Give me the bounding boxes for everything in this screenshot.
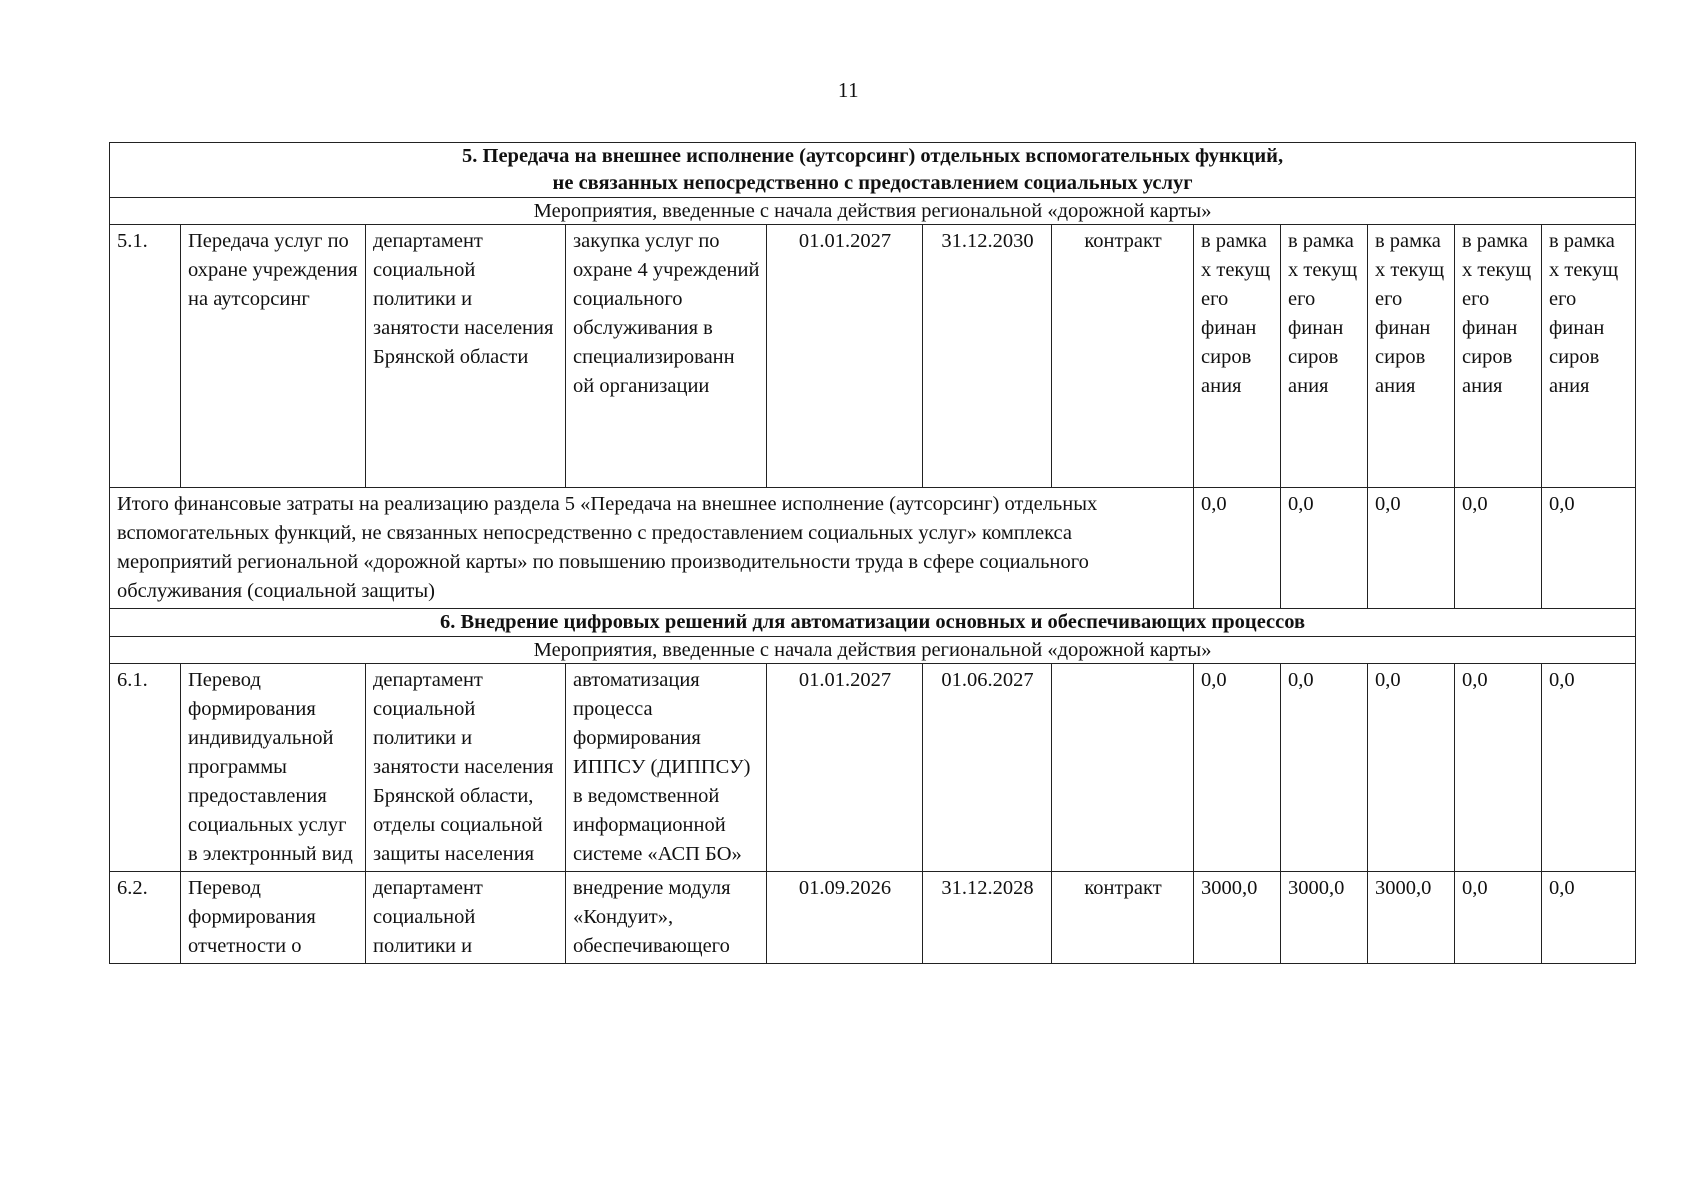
section5-total-row	[110, 488, 1636, 609]
funding-cell: в рамка х текущ его финан сиров ания	[1455, 225, 1542, 488]
section6-subtitle: Мероприятия, введенные с начала действия региональной «дорожной карты»	[110, 637, 1636, 664]
measure-name: Передача услуг по охране учреждения на аутсорсинг	[181, 225, 366, 488]
start-date: 01.01.2027	[767, 664, 923, 872]
total-value: 0,0	[1368, 488, 1455, 609]
document-type	[1052, 664, 1194, 872]
row-number: 6.2.	[110, 872, 181, 964]
funding-cell: 0,0	[1542, 872, 1636, 964]
funding-cell: в рамка х текущ его финан сиров ания	[1281, 225, 1368, 488]
funding-cell: 0,0	[1368, 664, 1455, 872]
section6-header-row	[110, 609, 1636, 637]
section6-subheader-row	[110, 637, 1636, 664]
table-row	[110, 872, 1636, 964]
funding-cell: 3000,0	[1194, 872, 1281, 964]
total-value: 0,0	[1194, 488, 1281, 609]
page-number: 11	[837, 78, 860, 102]
roadmap-table	[109, 142, 1636, 964]
expected-result: закупка услуг по охране 4 учреждений социального обслуживания в специализированн ой организации	[566, 225, 767, 488]
total-value: 0,0	[1455, 488, 1542, 609]
funding-cell: 0,0	[1542, 664, 1636, 872]
funding-cell: 0,0	[1455, 664, 1542, 872]
executor: департамент социальной политики и	[366, 872, 566, 964]
funding-cell: 0,0	[1281, 664, 1368, 872]
funding-cell: 3000,0	[1281, 872, 1368, 964]
table-row	[110, 225, 1636, 488]
funding-cell: в рамка х текущ его финан сиров ания	[1194, 225, 1281, 488]
table-row	[110, 664, 1636, 872]
total-value: 0,0	[1542, 488, 1636, 609]
section5-subtitle: Мероприятия, введенные с начала действия региональной «дорожной карты»	[110, 198, 1636, 225]
total-label: Итого финансовые затраты на реализацию раздела 5 «Передача на внешнее исполнение (аутсорсинг) отдельных вспомогательных функций, не связанных непосредственно с предоставлением социальных услуг» комплекса мероприятий региональной «дорожной карты» по повышению производительности труда в сфере социального обслуживания (социальной защиты)	[110, 488, 1194, 609]
funding-cell: 0,0	[1194, 664, 1281, 872]
section5-title-line2: не связанных непосредственно с предоставлением социальных услуг	[552, 172, 1193, 194]
total-value: 0,0	[1281, 488, 1368, 609]
document-type: контракт	[1052, 872, 1194, 964]
row-number: 6.1.	[110, 664, 181, 872]
executor: департамент социальной политики и занятости населения Брянской области, отделы социальной защиты населения	[366, 664, 566, 872]
row-number: 5.1.	[110, 225, 181, 488]
document-type: контракт	[1052, 225, 1194, 488]
section5-title	[110, 143, 1636, 198]
section5-header-row	[110, 143, 1636, 198]
end-date: 01.06.2027	[923, 664, 1052, 872]
expected-result: автоматизация процесса формирования ИППСУ (ДИППСУ) в ведомственной информационной системе «АСП БО»	[566, 664, 767, 872]
section6-title: 6. Внедрение цифровых решений для автоматизации основных и обеспечивающих процессов	[110, 609, 1636, 637]
funding-cell: 3000,0	[1368, 872, 1455, 964]
end-date: 31.12.2028	[923, 872, 1052, 964]
section5-subheader-row	[110, 198, 1636, 225]
expected-result: внедрение модуля «Кондуит», обеспечивающего	[566, 872, 767, 964]
end-date: 31.12.2030	[923, 225, 1052, 488]
measure-name: Перевод формирования индивидуальной программы предоставления социальных услуг в электронный вид	[181, 664, 366, 872]
executor: департамент социальной политики и занятости населения Брянской области	[366, 225, 566, 488]
start-date: 01.09.2026	[767, 872, 923, 964]
funding-cell: 0,0	[1455, 872, 1542, 964]
measure-name: Перевод формирования отчетности о	[181, 872, 366, 964]
section5-title-line1: 5. Передача на внешнее исполнение (аутсорсинг) отдельных вспомогательных функций,	[462, 145, 1284, 167]
funding-cell: в рамка х текущ его финан сиров ания	[1368, 225, 1455, 488]
start-date: 01.01.2027	[767, 225, 923, 488]
funding-cell: в рамка х текущ его финан сиров ания	[1542, 225, 1636, 488]
